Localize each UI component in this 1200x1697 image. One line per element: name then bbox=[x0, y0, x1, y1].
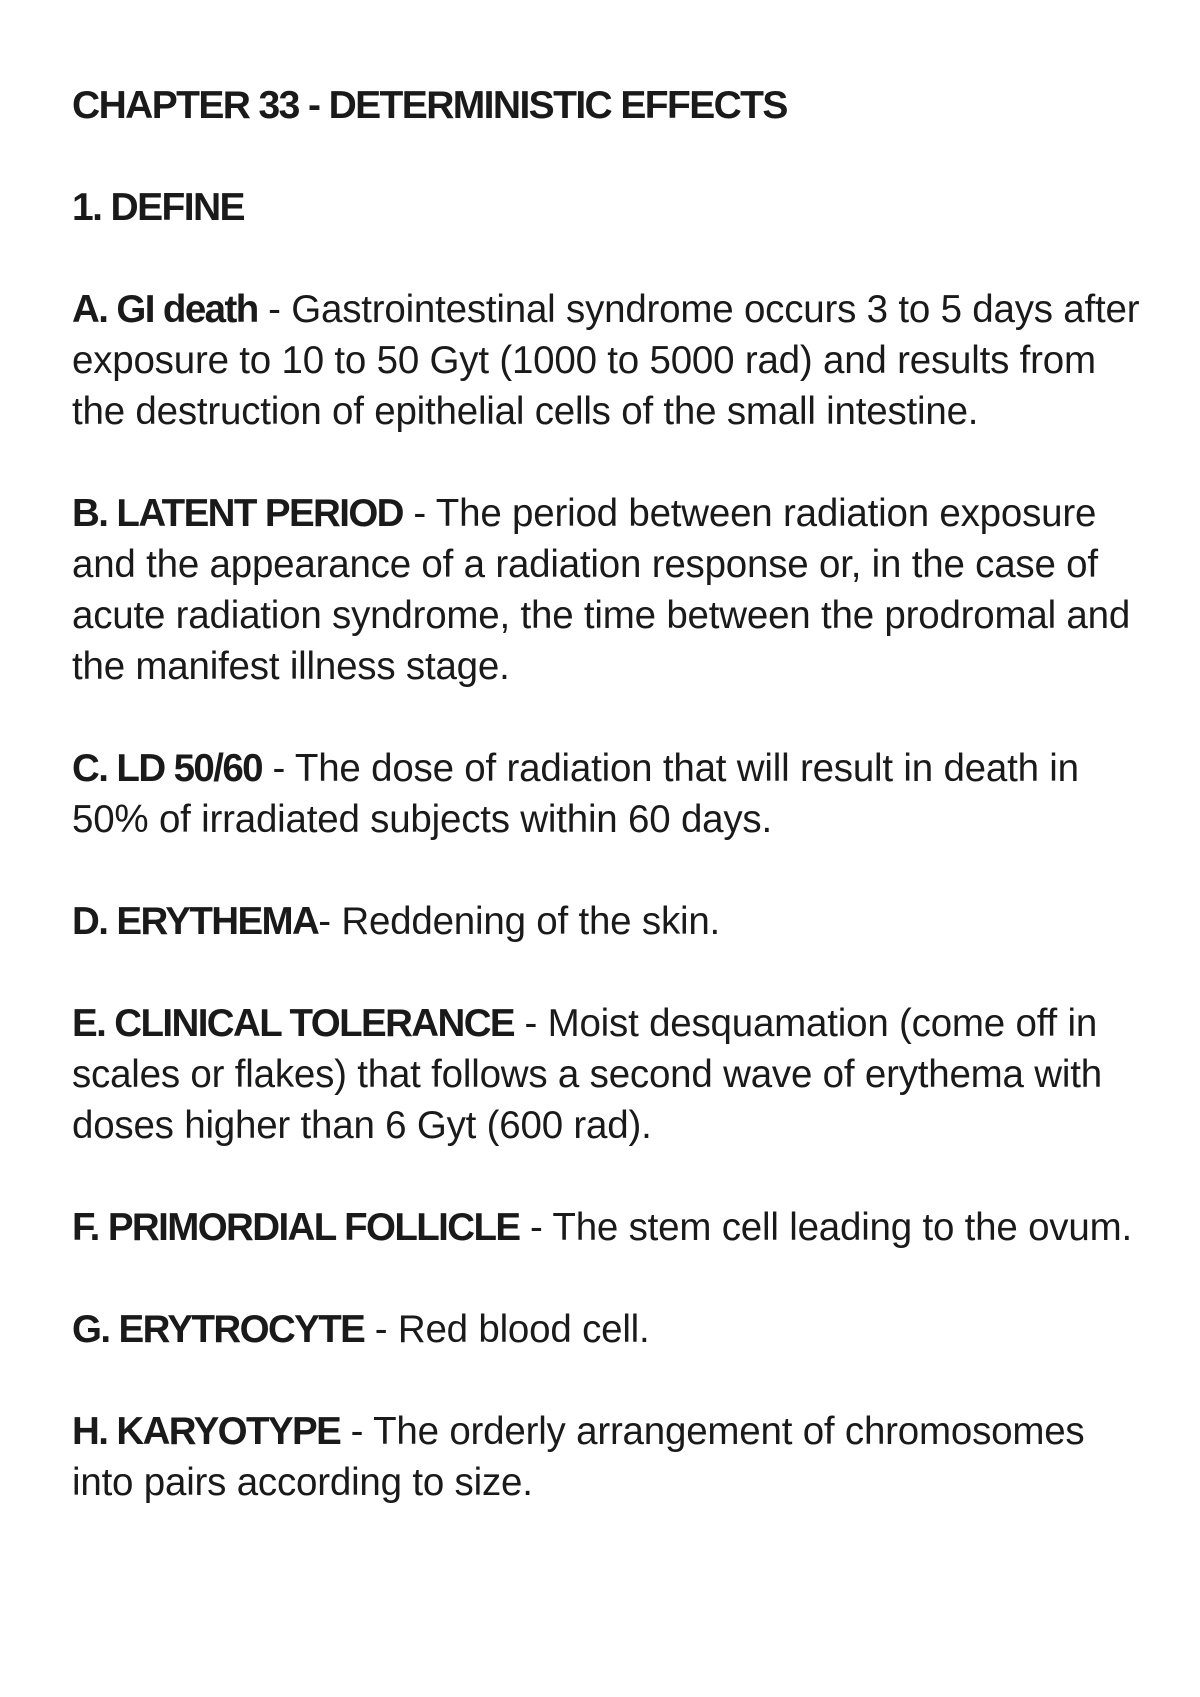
definition-term: H. KARYOTYPE bbox=[72, 1410, 341, 1453]
chapter-title: CHAPTER 33 - DETERMINISTIC EFFECTS bbox=[72, 84, 787, 127]
definition-text: - Moist desquamation (come off in scales or flakes) that follows a second wave of erythema with doses higher than 6 Gyt (600 rad). bbox=[72, 1002, 1102, 1147]
definition-latent-period bbox=[72, 488, 1142, 692]
definition-term: D. ERYTHEMA bbox=[72, 900, 319, 943]
definition-erythema bbox=[72, 896, 1142, 947]
definition-text: - The period between radiation exposure and the appearance of a radiation response or, in the case of acute radiation syndrome, the time between the prodromal and the manifest illness stage. bbox=[72, 492, 1131, 688]
definition-text: - The orderly arrangement of chromosomes into pairs according to size. bbox=[72, 1410, 1085, 1504]
definition-clinical-tolerance bbox=[72, 998, 1142, 1151]
definition-term: E. CLINICAL TOLERANCE bbox=[72, 1002, 514, 1045]
definition-text: - Red blood cell. bbox=[364, 1308, 650, 1351]
definition-term: A. GI death bbox=[72, 288, 258, 331]
definition-gi-death bbox=[72, 284, 1142, 437]
definition-text: - The stem cell leading to the ovum. bbox=[519, 1206, 1132, 1249]
definition-term: G. ERYTROCYTE bbox=[72, 1308, 365, 1351]
document-page bbox=[72, 72, 1142, 1559]
definition-karyotype bbox=[72, 1406, 1142, 1508]
definitions-list bbox=[72, 284, 1142, 1508]
section-heading: 1. DEFINE bbox=[72, 186, 244, 229]
definition-ld-50-60 bbox=[72, 743, 1142, 845]
definition-primordial-follicle bbox=[72, 1202, 1142, 1253]
definition-term: C. LD 50/60 bbox=[72, 747, 262, 790]
definition-term: F. PRIMORDIAL FOLLICLE bbox=[72, 1206, 520, 1249]
definition-text: - The dose of radiation that will result in death in 50% of irradiated subjects within 60 days. bbox=[72, 747, 1079, 841]
definition-text: - Gastrointestinal syndrome occurs 3 to 5 days after exposure to 10 to 50 Gyt (1000 to 5000 rad) and results from the destruction of epithelial cells of the small intestine. bbox=[72, 288, 1140, 433]
definition-erytrocyte bbox=[72, 1304, 1142, 1355]
definition-text: - Reddening of the skin. bbox=[318, 900, 721, 943]
definition-term: B. LATENT PERIOD bbox=[72, 492, 403, 535]
